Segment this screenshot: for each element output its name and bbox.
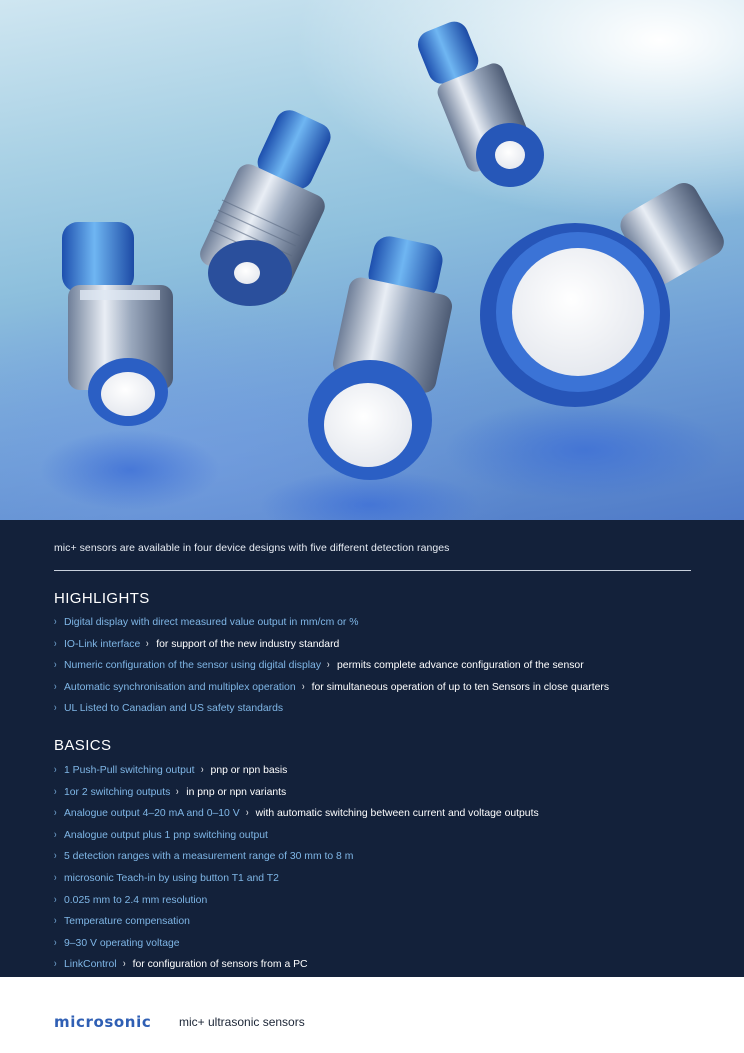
footer-product-title: mic+ ultrasonic sensors <box>179 1015 305 1029</box>
feature-text: UL Listed to Canadian and US safety standards <box>64 703 284 715</box>
sensor-right-large <box>480 178 729 407</box>
list-item <box>54 803 714 825</box>
content-panel <box>0 520 744 977</box>
list-item <box>54 911 714 933</box>
feature-text: 0.025 mm to 2.4 mm resolution <box>64 894 208 906</box>
chevron-right-icon: › <box>54 807 57 820</box>
detail-text: for support of the new industry standard <box>156 638 340 650</box>
basics-list <box>54 760 714 976</box>
sensor-front-middle <box>308 233 454 480</box>
list-item <box>54 933 714 955</box>
list-item <box>54 954 714 976</box>
chevron-right-icon: › <box>200 764 204 776</box>
detail-text: with automatic switching between current and voltage outputs <box>255 808 539 820</box>
chevron-right-icon: › <box>54 871 57 884</box>
chevron-right-icon: › <box>54 785 57 798</box>
feature-text: Temperature compensation <box>64 916 190 928</box>
chevron-right-icon: › <box>146 637 149 650</box>
detail-text: for simultaneous operation of up to ten Sensors in close quarters <box>311 681 610 693</box>
feature-text: IO-Link interface <box>64 638 141 650</box>
microsonic-logo: microsonic <box>54 1013 152 1031</box>
list-item <box>54 612 714 634</box>
basics-heading: BASICS <box>54 737 112 754</box>
chevron-right-icon: › <box>245 807 249 820</box>
feature-text: 1 Push-Pull switching output <box>64 765 195 776</box>
chevron-right-icon: › <box>54 764 57 776</box>
feature-text: Automatic synchronisation and multiplex operation <box>64 681 296 693</box>
detail-text: pnp or npn basis <box>210 765 288 776</box>
chevron-right-icon: › <box>54 616 57 628</box>
detail-text: for configuration of sensors from a PC <box>132 959 308 971</box>
list-item <box>54 825 714 847</box>
chevron-right-icon: › <box>327 659 330 672</box>
list-item <box>54 698 714 720</box>
list-item <box>54 677 714 699</box>
list-item <box>54 655 714 677</box>
chevron-right-icon: › <box>54 958 57 971</box>
chevron-right-icon: › <box>301 680 305 693</box>
chevron-right-icon: › <box>54 828 57 841</box>
feature-text: microsonic Teach-in by using button T1 and T2 <box>64 872 279 884</box>
chevron-right-icon: › <box>54 850 57 863</box>
detail-text: in pnp or npn variants <box>186 786 287 798</box>
chevron-right-icon: › <box>54 893 57 906</box>
hero-product-photo <box>0 0 744 520</box>
feature-text: Numeric configuration of the sensor using digital display <box>64 660 322 672</box>
chevron-right-icon: › <box>54 702 57 715</box>
list-item <box>54 634 714 656</box>
chevron-right-icon: › <box>54 680 57 693</box>
highlights-list <box>54 612 714 720</box>
feature-text: LinkControl <box>64 959 117 971</box>
list-item <box>54 846 714 868</box>
feature-text: Analogue output plus 1 pnp switching output <box>64 829 268 841</box>
sensor-back-right <box>414 17 544 187</box>
chevron-right-icon: › <box>54 637 57 650</box>
feature-text: Digital display with direct measured value output in mm/cm or % <box>64 617 359 628</box>
highlights-heading: HIGHLIGHTS <box>54 590 150 607</box>
feature-text: Analogue output 4–20 mA and 0–10 V <box>64 808 240 820</box>
footer <box>0 977 744 1053</box>
feature-text: 9–30 V operating voltage <box>64 937 180 949</box>
feature-text: 5 detection ranges with a measurement range of 30 mm to 8 m <box>64 851 354 863</box>
list-item <box>54 890 714 912</box>
sensor-product-illustration <box>0 0 744 520</box>
sensor-left <box>62 222 173 426</box>
list-item <box>54 782 714 804</box>
sensor-middle-threaded <box>196 106 335 306</box>
list-item <box>54 868 714 890</box>
chevron-right-icon: › <box>54 915 57 928</box>
divider <box>54 570 691 571</box>
detail-text: permits complete advance configuration of the sensor <box>337 660 584 672</box>
chevron-right-icon: › <box>122 958 126 971</box>
chevron-right-icon: › <box>54 936 57 949</box>
intro-text: mic+ sensors are available in four device designs with five different detection ranges <box>54 542 450 554</box>
list-item <box>54 760 714 782</box>
feature-text: 1or 2 switching outputs <box>64 786 171 798</box>
chevron-right-icon: › <box>176 785 179 798</box>
chevron-right-icon: › <box>54 659 57 672</box>
